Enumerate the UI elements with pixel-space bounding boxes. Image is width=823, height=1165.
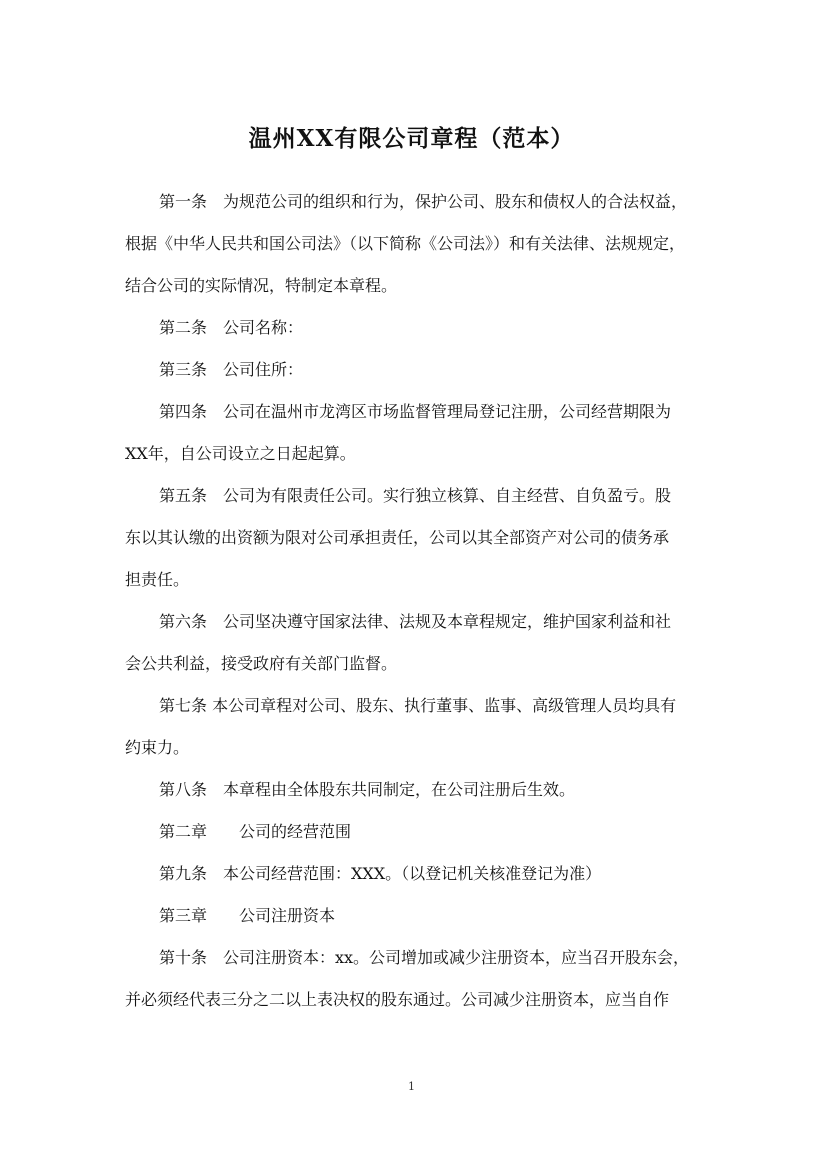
text-line: 第四条 公司在温州市龙湾区市场监督管理局登记注册，公司经营期限为 [159, 402, 672, 421]
article-10 [125, 937, 710, 1021]
text-line: 第三章 公司注册资本 [159, 906, 336, 925]
article-2 [125, 307, 710, 349]
text-line: 第三条 公司住所： [159, 360, 304, 379]
text-line: 第十条 公司注册资本：xx。公司增加或减少注册资本，应当召开股东会， [159, 948, 690, 967]
text-line: 第九条 本公司经营范围：XXX。（以登记机关核准登记为准） [159, 864, 602, 883]
text-line: 第二条 公司名称： [159, 318, 304, 337]
article-3 [125, 349, 710, 391]
article-7 [125, 685, 710, 769]
text-line: XX年，自公司设立之日起起算。 [125, 444, 356, 463]
text-line: 约束力。 [125, 738, 190, 757]
document-body [125, 181, 710, 1021]
page-number: 1 [408, 1080, 415, 1093]
article-9 [125, 853, 710, 895]
document-title: 温州XX有限公司章程（范本） [248, 125, 575, 152]
chapter-3-heading [125, 895, 710, 937]
text-line: 第八条 本章程由全体股东共同制定，在公司注册后生效。 [159, 780, 576, 799]
text-line: 根据《中华人民共和国公司法》（以下简称《公司法》）和有关法律、法规规定， [125, 234, 686, 253]
text-line: 东以其认缴的出资额为限对公司承担责任，公司以其全部资产对公司的债务承 [125, 528, 670, 547]
chapter-2-heading [125, 811, 710, 853]
article-1 [125, 181, 710, 307]
text-line: 第二章 公司的经营范围 [159, 822, 352, 841]
article-4 [125, 391, 710, 475]
article-6 [125, 601, 710, 685]
article-5 [125, 475, 710, 601]
text-line: 第六条 公司坚决遵守国家法律、法规及本章程规定，维护国家利益和社 [159, 612, 672, 631]
text-line: 结合公司的实际情况，特制定本章程。 [125, 276, 398, 295]
text-line: 担责任。 [125, 570, 190, 589]
text-line: 第五条 公司为有限责任公司。实行独立核算、自主经营、自负盈亏。股 [159, 486, 672, 505]
text-line: 第七条 本公司章程对公司、股东、执行董事、监事、高级管理人员均具有 [159, 696, 677, 715]
article-8 [125, 769, 710, 811]
text-line: 并必须经代表三分之二以上表决权的股东通过。公司减少注册资本，应当自作 [125, 990, 670, 1009]
text-line: 第一条 为规范公司的组织和行为，保护公司、股东和债权人的合法权益， [159, 192, 688, 211]
text-line: 会公共利益，接受政府有关部门监督。 [125, 654, 398, 673]
